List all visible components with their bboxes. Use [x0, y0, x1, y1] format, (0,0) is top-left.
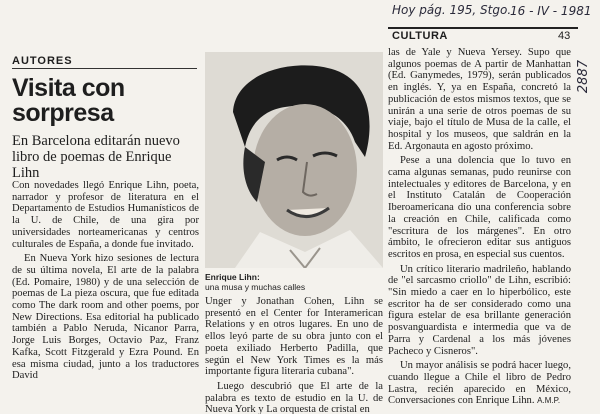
paragraph-text: Un mayor análisis se podrá hacer luego, cuando llegue a Chile el libro de Pedro Lastra, recién aparecido en México, Conversaciones con Enrique Lihn.: [388, 360, 571, 407]
headline: Visita con sorpresa: [12, 74, 125, 127]
paragraph-text: las de Yale y Nueva Yersey. Supo que algunos poemas de A partir de Manhattan (Ed. Ganymedes, 1979), serán publicados en inglés. Y, ya en España, concretó la publicación de estos mismos textos, que se unirán a una serie de otros poemas de su viaje, bajo el título de Musa de la calle, el hospital y los museos, que saldrán en la Ed. Argonauta en agosto próximo.: [388, 47, 571, 152]
column-1-paragraph-2: [12, 253, 199, 382]
column-3-paragraph-3: [388, 264, 571, 358]
signature: A.M.P.: [537, 396, 561, 406]
column-3-paragraph-4: [388, 360, 571, 407]
paragraph-text: Luego descubrió que El arte de la palabra es texto de estudio en la U. de Nueva York y La orquesta de cristal en: [205, 380, 383, 414]
portrait-illustration: [205, 52, 383, 268]
paragraph-text: Un crítico literario madrileño, hablando de "el sarcasmo criollo" de Lihn, escribió: "Sin miedo a caer en lo hiperbólico, este escritor ha de ser considerado como una figura estelar de esa brillante generación posvanguardista e intermedia que va de Parra y Cardenal a los más jóvenes Pacheco y Cisneros".: [388, 263, 571, 357]
handwritten-source-note: Hoy pág. 195, Stgo.: [392, 3, 512, 17]
article-column-2: [205, 296, 383, 414]
paragraph-text: Pese a una dolencia que lo tuvo en cama algunas semanas, pudo reunirse con intelectuales y editores de Barcelona, y en el Instituto Catalán de Cooperación Iberoamericana dio una conferencia sobre la creación en Chile, calificada como "escritura de los márgenes". En otro ámbito, le ofrecieron editar sus antiguos escritos en prosa, en especial sus cuentos.: [388, 155, 571, 260]
handwritten-date-note: 16 - IV - 1981: [510, 4, 592, 18]
section-label: CULTURA: [392, 30, 448, 42]
handwritten-side-note: 2887: [576, 60, 591, 94]
caption-text: una musa y muchas calles: [205, 281, 306, 292]
kicker-rule: [12, 68, 197, 69]
column-2-paragraph-2: [205, 381, 383, 414]
article-column-1: [12, 180, 199, 414]
article-column-3: [388, 47, 571, 414]
author-photo: [205, 52, 383, 268]
caption-name: Enrique Lihn:: [205, 272, 260, 282]
photo-caption: [205, 273, 383, 292]
paragraph-text: En Nueva York hizo sesiones de lectura de su última novela, El arte de la palabra (Ed. Pomaire, 1980) y de una selección de poemas de La pieza oscura, que fue editada como The dark room and other poems, por New Directions. Esa editorial ha publicado también a Pablo Neruda, Nicanor Parra, Jorge Luis Borges, Octavio Paz, Franz Kafka, Scott Fitzgerald y Ezra Pound. En esa misma ciudad, junto a los traductores David: [12, 253, 199, 382]
kicker: AUTORES: [12, 55, 73, 67]
paragraph-text: Unger y Jonathan Cohen, Lihn se presentó en el Center for Interamerican Relations y en otros lugares. En uno de ellos leyó parte de su obra junto con el poeta exiliado Herberto Padilla, que según el New York Times es la más importante figura literaria cubana".: [205, 296, 383, 378]
column-3-paragraph-1: [388, 47, 571, 152]
subheadline: En Barcelona editarán nuevo libro de poemas de Enrique Lihn: [12, 133, 180, 181]
page-number: 43: [558, 30, 571, 42]
column-1-paragraph-1: [12, 180, 199, 250]
paragraph-text: Con novedades llegó Enrique Lihn, poeta, narrador y profesor de literatura en el Departamento de Estudios Humanísticos de la U. de Chile, de una gira por universidades norteamericanas y centros culturales de España, a donde fue invitado.: [12, 180, 199, 250]
column-2-paragraph-1: [205, 296, 383, 378]
column-3-paragraph-2: [388, 155, 571, 260]
